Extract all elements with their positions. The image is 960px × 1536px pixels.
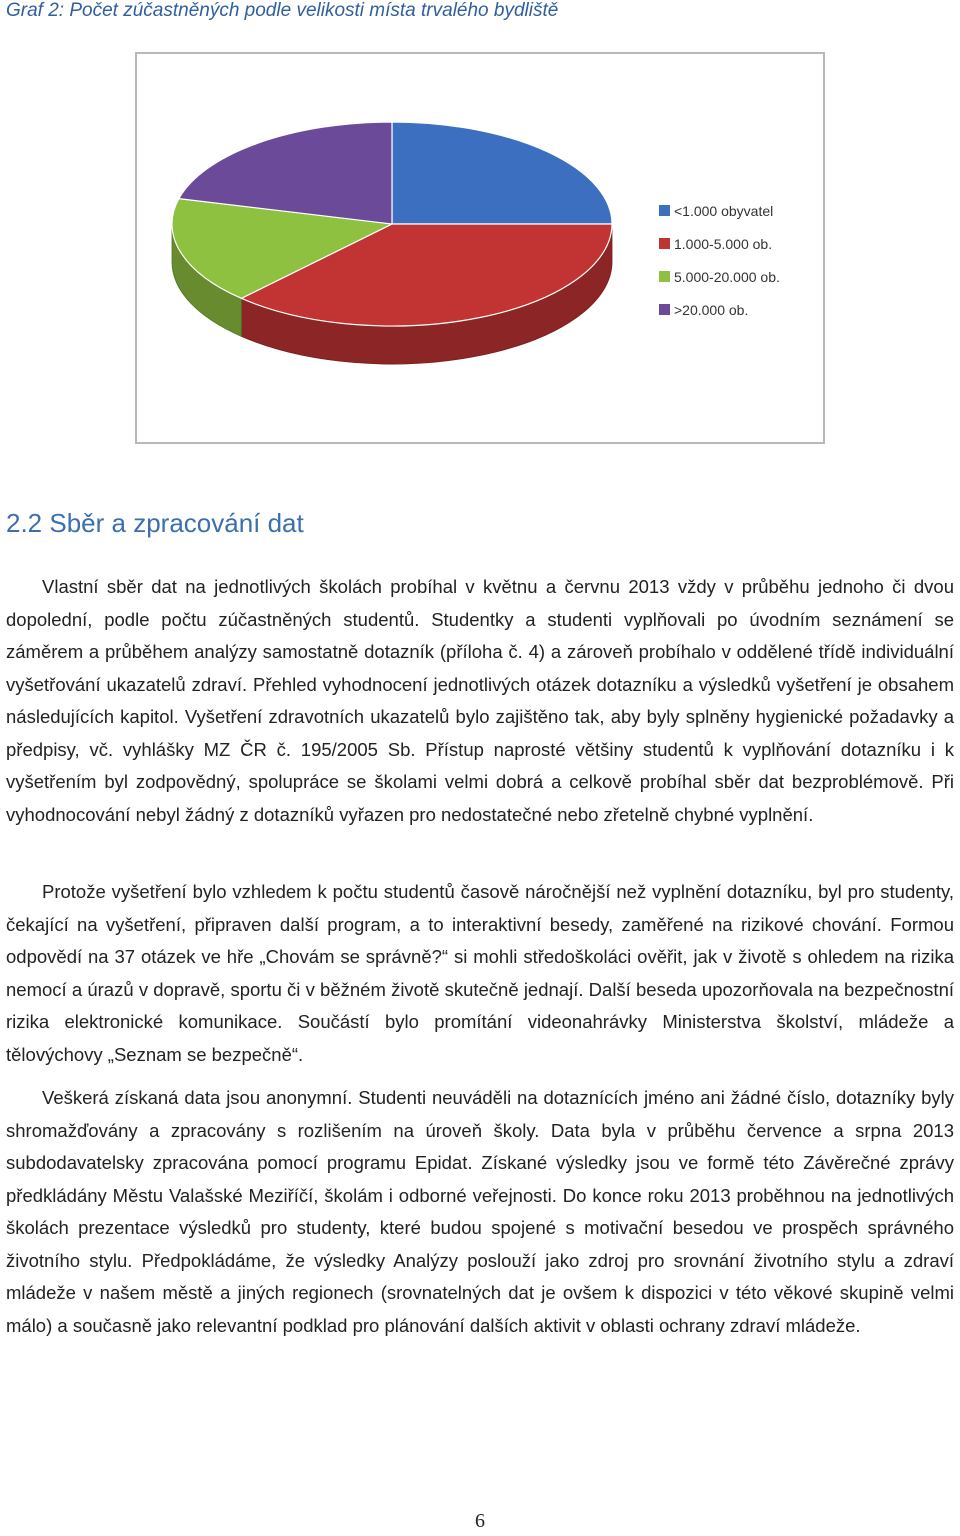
legend-label: <1.000 obyvatel [674, 202, 774, 219]
legend-label: 1.000-5.000 ob. [674, 235, 773, 252]
page-number: 6 [475, 1510, 485, 1532]
pie-slice [392, 122, 612, 224]
paragraph-3 [6, 1082, 954, 1342]
legend-item [659, 293, 780, 326]
legend-swatch [659, 205, 670, 216]
legend-item [659, 194, 780, 227]
paragraph-1 [6, 571, 954, 831]
legend-item [659, 260, 780, 293]
section-heading: 2.2 Sběr a zpracování dat [6, 508, 304, 538]
legend-swatch [659, 238, 670, 249]
legend-label: >20.000 ob. [674, 301, 749, 318]
legend-item [659, 227, 780, 260]
legend-swatch [659, 304, 670, 315]
paragraph-text: Protože vyšetření bylo vzhledem k počtu studentů časově náročnější než vyplnění dotazníku, byl pro studenty, čekající na vyšetření, připraven další program, a to interaktivní besedy, zaměřené na rizikové chování. Formou odpovědí na 37 otázek ve hře „Chovám se správně?“ si mohli středoškoláci ověřit, jak v životě s ohledem na rizika nemocí a úrazů v dopravě, sportu či v běžném životě skutečně jednají. Další beseda upozorňovala na bezpečnostní rizika elektronické komunikace. Součástí bylo promítání videonahrávky Ministerstva školství, mládeže a tělovýchovy „Seznam se bezpečně“. [6, 881, 954, 1065]
paragraph-text: Vlastní sběr dat na jednotlivých školách probíhal v květnu a červnu 2013 vždy v průběhu jednoho či dvou dopolední, podle počtu zúčastněných studentů. Studentky a studenti vyplňovali po úvodním seznámení se záměrem a průběhem analýzy samostatně dotazník (příloha č. 4) a zároveň probíhalo v oddělené třídě individuální vyšetřování ukazatelů zdraví. Přehled vyhodnocení jednotlivých otázek dotazníku a výsledků vyšetření je obsahem následujících kapitol. Vyšetření zdravotních ukazatelů bylo zajištěno tak, aby byly splněny hygienické požadavky a předpisy, vč. vyhlášky MZ ČR č. 195/2005 Sb. Přístup naprosté většiny studentů k vyplňování dotazníku i k vyšetřením byl zodpovědný, spolupráce se školami velmi dobrá a celkově probíhal sběr dat bezproblémově. Při vyhodnocování nebyl žádný z dotazníků vyřazen pro nedostatečné nebo zřetelně chybné vyplnění. [6, 576, 954, 825]
figure-caption: Graf 2: Počet zúčastněných podle velikosti místa trvalého bydliště [6, 0, 559, 21]
paragraph-2 [6, 876, 954, 1071]
paragraph-text: Veškerá získaná data jsou anonymní. Studenti neuváděli na dotaznících jméno ani žádné číslo, dotazníky byly shromažďovány a zpracovány s rozlišením na úroveň školy. Data byla v průběhu července a srpna 2013 subdodavatelsky zpracována pomocí programu Epidat. Získané výsledky jsou ve formě této Závěrečné zprávy předkládány Městu Valašské Meziříčí, školám i odborné veřejnosti. Do konce roku 2013 proběhnou na jednotlivých školách prezentace výsledků pro studenty, které budou spojené s motivační besedou ve prospěch správného životního stylu. Předpokládáme, že výsledky Analýzy poslouží jako zdroj pro srovnání životního stylu a zdraví mládeže v našem městě a jiných regionech (srovnatelných dat je ovšem k dispozici v této věkové skupině velmi málo) a současně jako relevantní podklad pro plánování dalších aktivit v oblasti ochrany zdraví mládeže. [6, 1087, 954, 1336]
pie-chart-frame [135, 52, 825, 444]
legend-label: 5.000-20.000 ob. [674, 268, 780, 285]
chart-legend [659, 194, 780, 326]
legend-swatch [659, 271, 670, 282]
